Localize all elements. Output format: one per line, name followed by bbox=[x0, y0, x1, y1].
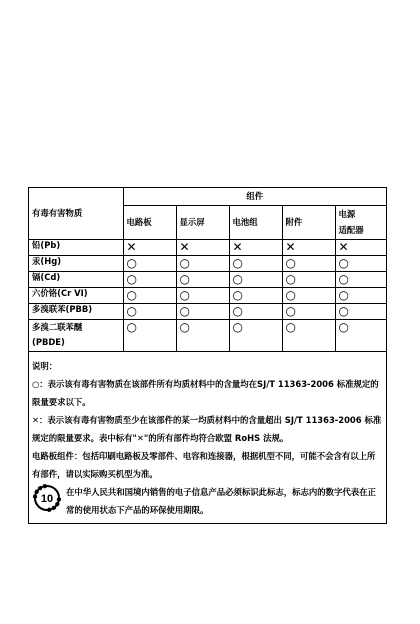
substance-name: 六价铬(Cr VI) bbox=[29, 287, 123, 303]
table-cell-mark: ○ bbox=[335, 255, 386, 271]
hazardous-substance-document bbox=[28, 187, 387, 524]
table-cell-mark: ○ bbox=[176, 271, 229, 287]
table-row bbox=[29, 255, 386, 271]
circle-note: ○：表示该有毒有害物质在该部件所有均质材料中的含量均在SJ/T 11363-2006 标准规定的限量要求以下。 bbox=[32, 378, 379, 407]
table-cell-mark: ○ bbox=[282, 287, 335, 303]
table-cell-mark: ○ bbox=[282, 271, 335, 287]
epup-note: 在中华人民共和国境内销售的电子信息产品必须标识此标志，标志内的数字代表在正常的使用状态下产品的环保使用期限。 bbox=[66, 486, 376, 515]
header-component-group: 组件 bbox=[123, 188, 386, 205]
table-cell-mark: ○ bbox=[282, 303, 335, 319]
hazardous-substance-table bbox=[29, 188, 386, 352]
environmental-protection-use-period-icon bbox=[32, 483, 62, 513]
substance-name: 镉(Cd) bbox=[29, 271, 123, 287]
table-cell-mark: ○ bbox=[229, 255, 282, 271]
table-cell-mark: ○ bbox=[176, 287, 229, 303]
table-cell-mark: ✕ bbox=[229, 239, 282, 255]
substance-name: 多溴二联苯醚 (PBDE) bbox=[29, 319, 123, 351]
table-row bbox=[29, 239, 386, 255]
substance-name: 铅(Pb) bbox=[29, 239, 123, 255]
epup-icon-number: 10 bbox=[40, 492, 54, 505]
table-cell-mark: ○ bbox=[123, 271, 176, 287]
epup-notice bbox=[32, 483, 383, 519]
table-cell-mark: ○ bbox=[123, 319, 176, 351]
table-cell-mark: ○ bbox=[282, 319, 335, 351]
table-cell-mark: ○ bbox=[335, 287, 386, 303]
table-row bbox=[29, 303, 386, 319]
table-row bbox=[29, 319, 386, 351]
substance-name: 多溴联苯(PBB) bbox=[29, 303, 123, 319]
table-cell-mark: ○ bbox=[176, 319, 229, 351]
table-cell-mark: ✕ bbox=[176, 239, 229, 255]
table-row bbox=[29, 287, 386, 303]
header-component: 电源 适配器 bbox=[335, 205, 386, 239]
table-cell-mark: ○ bbox=[123, 287, 176, 303]
notes-title: 说明： bbox=[32, 360, 58, 371]
table-cell-mark: ○ bbox=[123, 303, 176, 319]
pcb-note: 电路板组件：包括印刷电路板及零部件、电容和连接器，根据机型不同，可能不会含有以上所有部件，请以实际购买机型为准。 bbox=[32, 450, 376, 479]
table-cell-mark: ✕ bbox=[335, 239, 386, 255]
table-cell-mark: ○ bbox=[282, 255, 335, 271]
table-cell-mark: ○ bbox=[123, 255, 176, 271]
table-cell-mark: ○ bbox=[176, 255, 229, 271]
table-cell-mark: ○ bbox=[335, 271, 386, 287]
table-cell-mark: ○ bbox=[229, 303, 282, 319]
table-cell-mark: ○ bbox=[229, 319, 282, 351]
table-cell-mark: ✕ bbox=[123, 239, 176, 255]
table-cell-mark: ○ bbox=[335, 303, 386, 319]
header-component: 电池组 bbox=[229, 205, 282, 239]
table-cell-mark: ○ bbox=[176, 303, 229, 319]
cross-note: ✕：表示该有毒有害物质至少在该部件的某一均质材料中的含量超出 SJ/T 11363-2006 标准规定的限量要求。表中标有"✕"的所有部件均符合欧盟 RoHS 法规。 bbox=[32, 414, 382, 443]
substance-name: 汞(Hg) bbox=[29, 255, 123, 271]
table-cell-mark: ○ bbox=[335, 319, 386, 351]
header-component: 附件 bbox=[282, 205, 335, 239]
header-substance: 有毒有害物质 bbox=[29, 188, 123, 239]
table-row bbox=[29, 271, 386, 287]
table-cell-mark: ○ bbox=[229, 271, 282, 287]
table-cell-mark: ○ bbox=[229, 287, 282, 303]
header-component: 显示屏 bbox=[176, 205, 229, 239]
table-cell-mark: ✕ bbox=[282, 239, 335, 255]
header-component: 电路板 bbox=[123, 205, 176, 239]
notes-section bbox=[29, 352, 386, 523]
